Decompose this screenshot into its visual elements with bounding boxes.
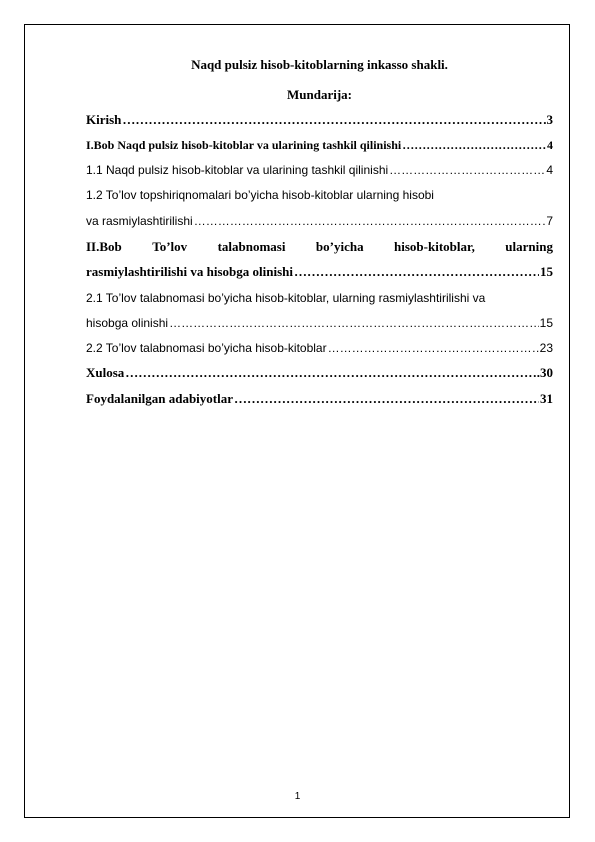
toc-entry-label: va rasmiylashtirilishi xyxy=(86,214,193,228)
document-title: Naqd pulsiz hisob-kitoblarning inkasso shakli. xyxy=(191,57,448,72)
document-body xyxy=(86,57,553,407)
dot-leader xyxy=(125,365,535,381)
toc-entry-bob2[interactable] xyxy=(86,264,553,280)
toc-entry-2-1-line1[interactable] xyxy=(86,290,553,306)
toc-entry-1-1[interactable] xyxy=(86,162,553,178)
dot-leader xyxy=(389,162,545,178)
toc-word: talabnomasi xyxy=(217,239,286,254)
toc-entry-kirish[interactable] xyxy=(86,112,553,128)
toc-word: ularning xyxy=(505,239,553,254)
toc-page-number: 4 xyxy=(546,163,553,177)
toc-entry-2-2[interactable] xyxy=(86,340,553,356)
toc-page-number: 4 xyxy=(547,138,553,152)
toc-entry-label: rasmiylashtirilishi va hisobga olinishi xyxy=(86,264,293,279)
toc-page-number: 7 xyxy=(546,214,553,228)
toc-entry-bob1[interactable] xyxy=(86,137,553,153)
toc-page-number: .30 xyxy=(536,365,553,380)
toc-entry-label: I.Bob Naqd pulsiz hisob-kitoblar va ularining tashkil qilinishi xyxy=(86,138,402,152)
dot-leader xyxy=(122,112,542,128)
toc-entry-label: 1.2 To’lov topshiriqnomalari bo’yicha hisob-kitoblar ularning hisobi xyxy=(86,188,434,202)
toc-page-number: 31 xyxy=(540,391,553,406)
toc-page-number: 23 xyxy=(539,341,553,355)
dot-leader xyxy=(294,264,539,280)
page-number: 1 xyxy=(294,791,301,802)
toc-entry-label: Foydalanilgan adabiyotlar xyxy=(86,391,233,406)
toc-word: II.Bob xyxy=(86,239,122,254)
toc-entry-label: hisobga olinishi xyxy=(86,316,169,330)
toc-entry-1-2-line1[interactable] xyxy=(86,187,553,203)
toc-page-number: .3 xyxy=(543,112,553,127)
toc-page-number: 15 xyxy=(540,264,553,279)
dot-leader xyxy=(402,137,546,153)
toc-entry-label: 2.1 To’lov talabnomasi bo’yicha hisob-kitoblar, ularning rasmiylashtirilishi va xyxy=(86,291,486,305)
dot-leader xyxy=(328,340,539,356)
toc-entry-1-2[interactable] xyxy=(86,213,553,229)
toc-entry-label: Kirish xyxy=(86,112,122,127)
toc-heading: Mundarija: xyxy=(287,87,352,102)
dot-leader xyxy=(194,213,546,229)
dot-leader xyxy=(234,391,539,407)
toc-word: hisob-kitoblar, xyxy=(394,239,475,254)
toc-entry-label: 2.2 To’lov talabnomasi bo’yicha hisob-kitoblar xyxy=(86,341,327,355)
dot-leader xyxy=(169,315,539,331)
toc-entry-bob2-line1[interactable] xyxy=(86,239,553,255)
toc-entry-adabiyotlar[interactable] xyxy=(86,391,553,407)
toc-entry-xulosa[interactable] xyxy=(86,365,553,381)
toc-entry-label: 1.1 Naqd pulsiz hisob-kitoblar va ularining tashkil qilinishi xyxy=(86,163,389,177)
toc-entry-label: Xulosa xyxy=(86,365,125,380)
toc-page-number: 15 xyxy=(539,316,553,330)
toc-word: To’lov xyxy=(152,239,188,254)
toc-word: bo’yicha xyxy=(315,239,364,254)
toc-entry-2-1[interactable] xyxy=(86,315,553,331)
